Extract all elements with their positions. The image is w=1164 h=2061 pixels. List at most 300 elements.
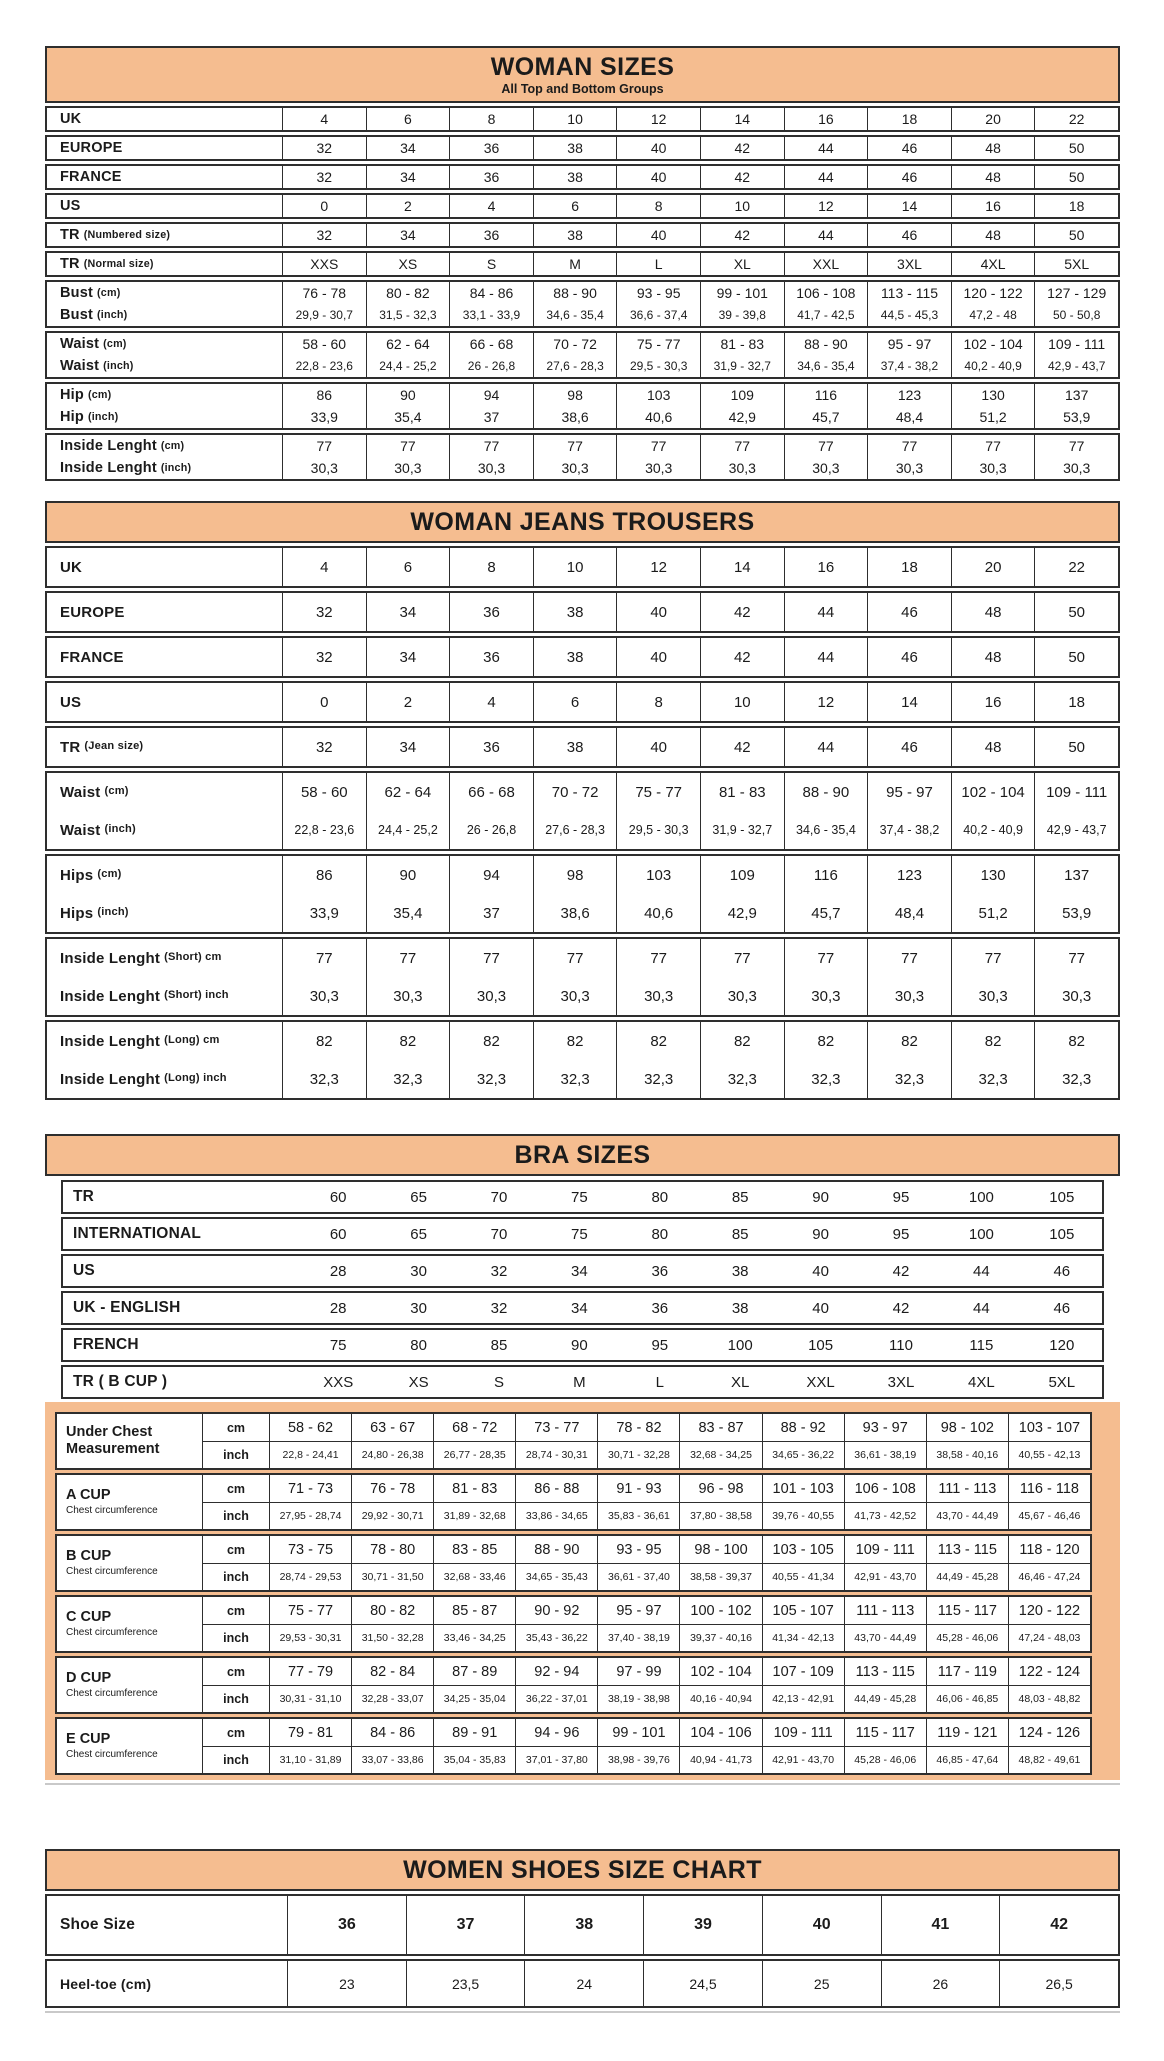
size-value-cell: 32,3: [867, 1060, 951, 1098]
size-value-cell: 58 - 60: [282, 773, 366, 811]
size-value-cell: 30,3: [616, 457, 700, 479]
size-value-cell: 42,91 - 43,70: [844, 1563, 926, 1590]
woman-sizes-table: [45, 46, 1120, 481]
size-value-cell: 29,53 - 30,31: [269, 1624, 351, 1651]
size-value-cell: 60: [329, 1188, 347, 1206]
size-value-cell: 82 - 84: [351, 1658, 433, 1685]
row-french: [63, 1330, 1102, 1360]
size-value-cell: 30,3: [1034, 457, 1118, 479]
size-value-cell: 93 - 95: [616, 282, 700, 304]
unit-label-cm: cm: [226, 1420, 246, 1435]
row-group: [45, 382, 1120, 430]
row-label: EUROPE: [60, 139, 123, 156]
size-value-cell: 99 - 101: [597, 1719, 679, 1746]
size-value-cell: 31,50 - 32,28: [351, 1624, 433, 1651]
size-value-cell: M: [533, 253, 617, 275]
size-value-cell: 48: [951, 137, 1035, 159]
size-value-cell: 85: [490, 1336, 508, 1354]
size-value-cell: 40,16 - 40,94: [679, 1685, 761, 1712]
size-value-cell: 30,3: [616, 977, 700, 1015]
size-value-cell: 62 - 64: [366, 333, 450, 355]
size-value-cell: 37,01 - 37,80: [515, 1746, 597, 1773]
size-value-cell: 77: [449, 435, 533, 457]
size-value-cell: 105: [808, 1336, 834, 1354]
size-value-cell: 116: [784, 856, 868, 894]
size-value-cell: 37: [449, 406, 533, 428]
row-hip-inch: [47, 406, 1118, 428]
size-value-cell: 6: [533, 195, 617, 217]
size-value-cell: 42,9 - 43,7: [1034, 811, 1118, 849]
size-value-cell: 75 - 77: [269, 1597, 351, 1624]
size-value-cell: 30,3: [366, 977, 450, 1015]
size-value-cell: 36: [449, 137, 533, 159]
size-value-cell: 40: [616, 593, 700, 631]
bra-title-band: [45, 1134, 1120, 1176]
size-value-cell: 39: [643, 1896, 762, 1954]
size-value-cell: 84 - 86: [449, 282, 533, 304]
size-value-cell: 77: [951, 939, 1035, 977]
size-value-cell: 90: [366, 384, 450, 406]
size-value-cell: 95 - 97: [867, 333, 951, 355]
size-value-cell: 115: [969, 1336, 994, 1354]
size-value-cell: 98 - 102: [926, 1414, 1008, 1441]
size-value-cell: 29,5 - 30,3: [616, 811, 700, 849]
size-value-cell: 77: [1034, 939, 1118, 977]
size-value-cell: 34,6 - 35,4: [784, 355, 868, 377]
size-value-cell: 6: [366, 548, 450, 586]
size-value-cell: 32: [490, 1299, 508, 1317]
unit-label-inch: inch: [203, 1624, 269, 1651]
size-value-cell: 77: [616, 939, 700, 977]
divider-line: [45, 1783, 1120, 1785]
size-value-cell: 77: [784, 435, 868, 457]
row-label: US: [60, 197, 81, 214]
size-value-cell: 35,83 - 36,61: [597, 1502, 679, 1529]
size-value-cell: 36,6 - 37,4: [616, 304, 700, 326]
size-value-cell: 37,40 - 38,19: [597, 1624, 679, 1651]
size-value-cell: 103: [616, 856, 700, 894]
size-value-cell: 115 - 117: [926, 1597, 1008, 1624]
size-value-cell: 93 - 97: [844, 1414, 926, 1441]
size-value-cell: 31,9 - 32,7: [700, 355, 784, 377]
size-value-cell: 32: [282, 638, 366, 676]
size-value-cell: 18: [867, 108, 951, 130]
row-group: [45, 854, 1120, 934]
size-value-cell: 0: [282, 683, 366, 721]
row-heel-toe-cm: [47, 1961, 1118, 2006]
size-value-cell: 46,06 - 46,85: [926, 1685, 1008, 1712]
row-group: [45, 222, 1120, 248]
size-value-cell: 88 - 92: [762, 1414, 844, 1441]
row-group: [61, 1291, 1104, 1325]
size-value-cell: 25: [762, 1961, 881, 2006]
size-value-cell: 34: [366, 166, 450, 188]
size-value-cell: 90: [366, 856, 450, 894]
size-value-cell: 36: [651, 1299, 669, 1317]
size-value-cell: 10: [533, 548, 617, 586]
size-value-cell: 36: [287, 1896, 406, 1954]
size-value-cell: 46,46 - 47,24: [1008, 1563, 1090, 1590]
size-value-cell: 31,10 - 31,89: [269, 1746, 351, 1773]
size-value-cell: 40,2 - 40,9: [951, 355, 1035, 377]
size-value-cell: 4: [449, 195, 533, 217]
row-group: [45, 1020, 1120, 1100]
size-value-cell: 98: [533, 384, 617, 406]
size-value-cell: 77: [784, 939, 868, 977]
cup-label: B CUP Chest circumference: [57, 1536, 203, 1590]
size-value-cell: 22: [1034, 548, 1118, 586]
table-title: BRA SIZES: [514, 1141, 651, 1169]
size-value-cell: 103 - 107: [1008, 1414, 1090, 1441]
size-value-cell: 47,2 - 48: [951, 304, 1035, 326]
size-value-cell: 24: [524, 1961, 643, 2006]
size-value-cell: 73 - 75: [269, 1536, 351, 1563]
cup-label: E CUP Chest circumference: [57, 1719, 203, 1773]
size-value-cell: 137: [1034, 856, 1118, 894]
row-group: [45, 1894, 1120, 1956]
size-value-cell: 40: [616, 137, 700, 159]
cup-row-group-c-cup: [55, 1595, 1092, 1653]
size-value-cell: 105 - 107: [762, 1597, 844, 1624]
size-value-cell: 45,28 - 46,06: [926, 1624, 1008, 1651]
size-value-cell: 46: [867, 638, 951, 676]
size-value-cell: 105: [1049, 1225, 1075, 1243]
cup-label: D CUP Chest circumference: [57, 1658, 203, 1712]
size-value-cell: XS: [366, 253, 450, 275]
size-value-cell: 42: [700, 224, 784, 246]
size-value-cell: 86: [282, 384, 366, 406]
size-value-cell: 100: [727, 1336, 753, 1354]
row-us: [47, 195, 1118, 217]
size-value-cell: 81 - 83: [433, 1475, 515, 1502]
row-waist-cm: [47, 773, 1118, 811]
row-tr-numbered-size: [47, 224, 1118, 246]
size-value-cell: 87 - 89: [433, 1658, 515, 1685]
size-value-cell: 42: [892, 1299, 910, 1317]
size-value-cell: 45,28 - 46,06: [844, 1746, 926, 1773]
size-value-cell: 44: [784, 166, 868, 188]
row-label: FRENCH: [73, 1336, 139, 1354]
size-value-cell: 82: [366, 1022, 450, 1060]
size-value-cell: 97 - 99: [597, 1658, 679, 1685]
size-value-cell: 38,19 - 38,98: [597, 1685, 679, 1712]
size-value-cell: 3XL: [887, 1373, 915, 1391]
size-value-cell: 37,80 - 38,58: [679, 1502, 761, 1529]
size-value-cell: 40: [616, 224, 700, 246]
size-value-cell: 40: [762, 1896, 881, 1954]
size-value-cell: 120 - 122: [951, 282, 1035, 304]
size-value-cell: 32: [282, 137, 366, 159]
size-value-cell: 95: [892, 1188, 910, 1206]
row-us: [63, 1256, 1102, 1286]
cup-row-group-d-cup: [55, 1656, 1092, 1714]
size-value-cell: 32,68 - 34,25: [679, 1441, 761, 1468]
size-value-cell: 38,6: [533, 894, 617, 932]
size-value-cell: 119 - 121: [926, 1719, 1008, 1746]
size-value-cell: 105: [1049, 1188, 1075, 1206]
size-value-cell: 32,3: [616, 1060, 700, 1098]
size-value-cell: 30,3: [784, 977, 868, 1015]
size-value-cell: 123: [867, 384, 951, 406]
size-value-cell: 109: [700, 856, 784, 894]
size-value-cell: 93 - 95: [597, 1536, 679, 1563]
size-value-cell: 38: [524, 1896, 643, 1954]
table-title: WOMEN SHOES SIZE CHART: [403, 1856, 762, 1884]
size-value-cell: 85: [731, 1188, 749, 1206]
size-value-cell: 77: [700, 435, 784, 457]
row-label: EUROPE: [60, 603, 125, 621]
size-value-cell: 30: [410, 1262, 427, 1280]
size-value-cell: 38: [533, 638, 617, 676]
size-value-cell: 66 - 68: [449, 773, 533, 811]
row-group: [45, 1959, 1120, 2008]
size-value-cell: 44: [784, 137, 868, 159]
size-value-cell: 18: [1034, 195, 1118, 217]
size-value-cell: 43,70 - 44,49: [844, 1624, 926, 1651]
size-value-cell: 77 - 79: [269, 1658, 351, 1685]
size-value-cell: 34: [571, 1262, 588, 1280]
size-value-cell: 4: [282, 108, 366, 130]
size-value-cell: 98 - 100: [679, 1536, 761, 1563]
row-inside-lenght-short-inch: [47, 977, 1118, 1015]
unit-label-cm: cm: [226, 1481, 246, 1496]
size-value-cell: 77: [616, 435, 700, 457]
row-tr-jean-size: [47, 728, 1118, 766]
unit-label-cm: cm: [226, 1603, 246, 1618]
unit-label-inch: inch: [203, 1502, 269, 1529]
size-value-cell: 26,5: [999, 1961, 1118, 2006]
table-title: WOMAN SIZES: [490, 53, 675, 81]
size-value-cell: 48: [951, 166, 1035, 188]
size-value-cell: 42: [700, 593, 784, 631]
size-value-cell: 41,73 - 42,52: [844, 1502, 926, 1529]
row-group: [61, 1217, 1104, 1251]
size-value-cell: 38,58 - 40,16: [926, 1441, 1008, 1468]
size-value-cell: XXS: [282, 253, 366, 275]
row-us: [47, 683, 1118, 721]
row-group: [45, 106, 1120, 132]
row-inside-lenght-long-cm: [47, 1022, 1118, 1060]
size-value-cell: 113 - 115: [867, 282, 951, 304]
size-value-cell: 124 - 126: [1008, 1719, 1090, 1746]
size-value-cell: 32,3: [282, 1060, 366, 1098]
size-value-cell: 32: [282, 593, 366, 631]
size-value-cell: 20: [951, 548, 1035, 586]
size-value-cell: 14: [700, 108, 784, 130]
size-value-cell: 41: [881, 1896, 1000, 1954]
size-value-cell: 36,61 - 37,40: [597, 1563, 679, 1590]
size-value-cell: 117 - 119: [926, 1658, 1008, 1685]
women-shoes-size-chart-table: [45, 1849, 1120, 2013]
unit-label-inch: inch: [203, 1563, 269, 1590]
size-value-cell: 43,70 - 44,49: [926, 1502, 1008, 1529]
size-value-cell: 76 - 78: [282, 282, 366, 304]
size-value-cell: 82: [616, 1022, 700, 1060]
size-value-cell: 63 - 67: [351, 1414, 433, 1441]
size-value-cell: 38: [731, 1262, 749, 1280]
size-value-cell: 34,6 - 35,4: [533, 304, 617, 326]
cup-row-group-b-cup: [55, 1534, 1092, 1592]
size-value-cell: 36: [449, 166, 533, 188]
size-value-cell: 82: [1034, 1022, 1118, 1060]
size-value-cell: 44: [973, 1299, 990, 1317]
size-value-cell: 8: [449, 108, 533, 130]
size-value-cell: 51,2: [951, 894, 1035, 932]
size-value-cell: 91 - 93: [597, 1475, 679, 1502]
size-value-cell: 44,49 - 45,28: [844, 1685, 926, 1712]
size-value-cell: 82: [449, 1022, 533, 1060]
size-value-cell: 40: [812, 1262, 829, 1280]
size-value-cell: 123: [867, 856, 951, 894]
row-label: INTERNATIONAL: [73, 1225, 202, 1243]
row-group: [45, 771, 1120, 851]
size-value-cell: 106 - 108: [844, 1475, 926, 1502]
size-value-cell: 113 - 115: [844, 1658, 926, 1685]
row-international: [63, 1219, 1102, 1249]
size-value-cell: 100: [968, 1225, 994, 1243]
size-value-cell: 130: [951, 384, 1035, 406]
bra-conversion-rows: [61, 1180, 1104, 1399]
row-group: [45, 937, 1120, 1017]
size-value-cell: 42: [700, 166, 784, 188]
size-value-cell: 70: [490, 1188, 508, 1206]
row-label: US: [73, 1262, 95, 1280]
size-value-cell: 39 - 39,8: [700, 304, 784, 326]
size-value-cell: 85: [731, 1225, 749, 1243]
row-label: Inside Lenght (cm): [60, 437, 185, 454]
size-value-cell: 24,4 - 25,2: [366, 355, 450, 377]
size-value-cell: 122 - 124: [1008, 1658, 1090, 1685]
size-value-cell: 36: [449, 638, 533, 676]
size-value-cell: 44: [784, 728, 868, 766]
size-value-cell: 40: [616, 166, 700, 188]
size-value-cell: 88 - 90: [784, 333, 868, 355]
size-value-cell: 31,89 - 32,68: [433, 1502, 515, 1529]
size-value-cell: 83 - 85: [433, 1536, 515, 1563]
size-value-cell: 2: [366, 683, 450, 721]
size-value-cell: 45,7: [784, 894, 868, 932]
bra-cup-rows: [55, 1412, 1092, 1775]
size-value-cell: 12: [784, 683, 868, 721]
size-value-cell: 50: [1034, 638, 1118, 676]
size-value-cell: 102 - 104: [679, 1658, 761, 1685]
row-label: Bust (inch): [60, 306, 128, 323]
size-value-cell: 40: [812, 1299, 829, 1317]
size-value-cell: 75: [571, 1188, 588, 1206]
row-europe: [47, 137, 1118, 159]
size-value-cell: 115 - 117: [844, 1719, 926, 1746]
size-value-cell: 24,5: [643, 1961, 762, 2006]
row-label: Inside Lenght (Long) inch: [60, 1070, 227, 1088]
size-value-cell: 116 - 118: [1008, 1475, 1090, 1502]
size-value-cell: 38: [533, 137, 617, 159]
size-value-cell: 75 - 77: [616, 773, 700, 811]
size-value-cell: 42: [700, 728, 784, 766]
size-value-cell: 8: [449, 548, 533, 586]
row-bust-inch: [47, 304, 1118, 326]
size-value-cell: 30,3: [700, 977, 784, 1015]
row-hips-inch: [47, 894, 1118, 932]
woman-jeans-trousers-table: [45, 501, 1120, 1100]
row-label: Hips (inch): [60, 904, 129, 922]
size-value-cell: 100 - 102: [679, 1597, 761, 1624]
row-label: FRANCE: [60, 168, 122, 185]
size-value-cell: 36: [651, 1262, 669, 1280]
size-value-cell: 30,3: [449, 977, 533, 1015]
row-label: Inside Lenght (Short) cm: [60, 949, 222, 967]
size-value-cell: 73 - 77: [515, 1414, 597, 1441]
size-value-cell: 95 - 97: [867, 773, 951, 811]
size-value-cell: 98: [533, 856, 617, 894]
size-value-cell: 31,9 - 32,7: [700, 811, 784, 849]
size-value-cell: 41,34 - 42,13: [762, 1624, 844, 1651]
size-value-cell: 44: [784, 224, 868, 246]
jeans-rows: [45, 546, 1120, 1100]
row-inside-lenght-cm: [47, 435, 1118, 457]
size-value-cell: 48: [951, 593, 1035, 631]
size-value-cell: 32,3: [951, 1060, 1035, 1098]
row-label: Waist (cm): [60, 335, 127, 352]
size-value-cell: 30,3: [1034, 977, 1118, 1015]
size-value-cell: 70 - 72: [533, 773, 617, 811]
size-value-cell: 38: [533, 728, 617, 766]
size-value-cell: 34,25 - 35,04: [433, 1685, 515, 1712]
size-value-cell: 90 - 92: [515, 1597, 597, 1624]
size-value-cell: 6: [366, 108, 450, 130]
size-value-cell: 34: [366, 137, 450, 159]
size-value-cell: 110: [889, 1336, 913, 1354]
size-value-cell: 44: [784, 638, 868, 676]
size-value-cell: 4: [282, 548, 366, 586]
size-value-cell: 53,9: [1034, 894, 1118, 932]
size-value-cell: 44: [973, 1262, 990, 1280]
row-uk: [47, 108, 1118, 130]
size-value-cell: 66 - 68: [449, 333, 533, 355]
size-value-cell: 44,49 - 45,28: [926, 1563, 1008, 1590]
row-bust-cm: [47, 282, 1118, 304]
size-value-cell: 90: [571, 1336, 588, 1354]
size-value-cell: 48,4: [867, 894, 951, 932]
size-value-cell: 30,71 - 31,50: [351, 1563, 433, 1590]
size-value-cell: 113 - 115: [926, 1536, 1008, 1563]
size-value-cell: 71 - 73: [269, 1475, 351, 1502]
size-value-cell: 28,74 - 30,31: [515, 1441, 597, 1468]
size-value-cell: 41,7 - 42,5: [784, 304, 868, 326]
size-value-cell: 40,6: [616, 406, 700, 428]
size-value-cell: 0: [282, 195, 366, 217]
size-value-cell: 120: [1049, 1336, 1075, 1354]
size-value-cell: 23: [287, 1961, 406, 2006]
size-value-cell: 77: [366, 939, 450, 977]
size-value-cell: 30,3: [700, 457, 784, 479]
size-value-cell: 34,65 - 36,22: [762, 1441, 844, 1468]
unit-label-inch: inch: [203, 1685, 269, 1712]
size-value-cell: 53,9: [1034, 406, 1118, 428]
size-value-cell: 116: [784, 384, 868, 406]
size-value-cell: 102 - 104: [951, 333, 1035, 355]
size-value-cell: 24,80 - 26,38: [351, 1441, 433, 1468]
row-label: Hip (cm): [60, 386, 112, 403]
row-group: [61, 1328, 1104, 1362]
size-value-cell: 5XL: [1048, 1373, 1076, 1391]
size-value-cell: 27,6 - 28,3: [533, 355, 617, 377]
cup-row-group-e-cup: [55, 1717, 1092, 1775]
size-value-cell: 14: [867, 195, 951, 217]
row-waist-cm: [47, 333, 1118, 355]
cup-label: A CUP Chest circumference: [57, 1475, 203, 1529]
row-label: Inside Lenght (Long) cm: [60, 1032, 220, 1050]
row-group: [45, 433, 1120, 481]
